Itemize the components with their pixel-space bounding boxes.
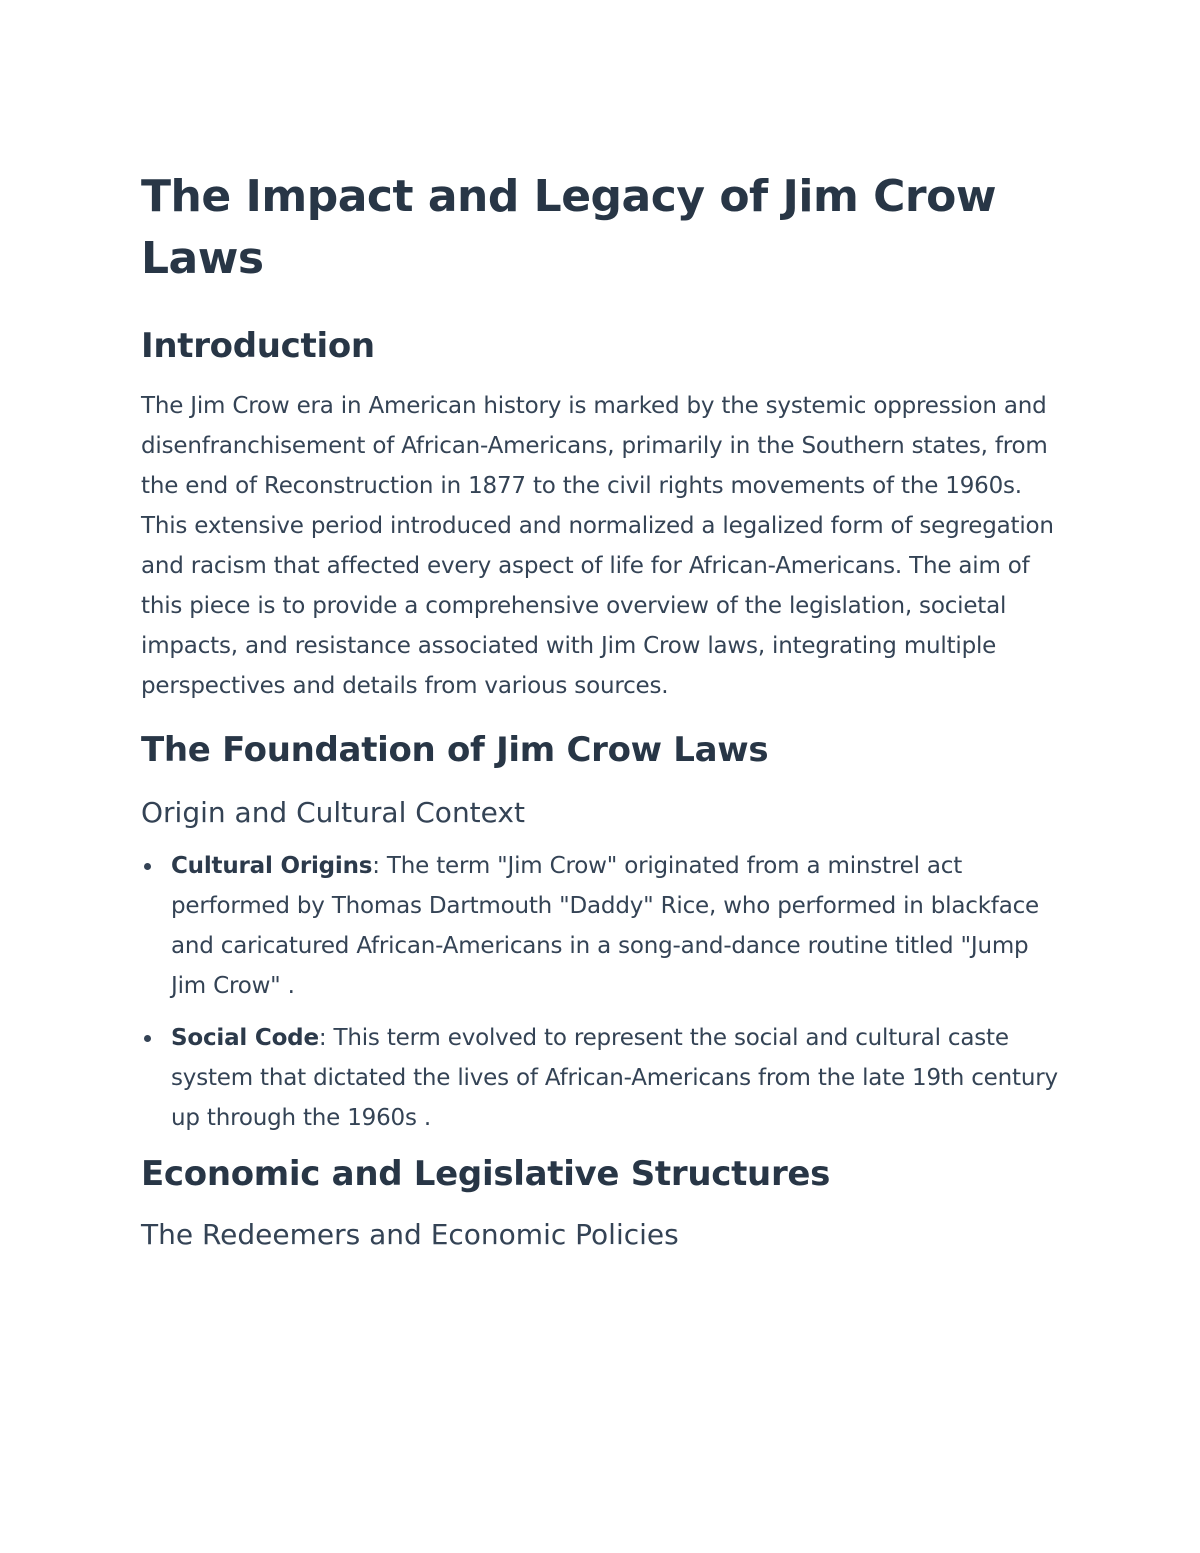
bullet-label: Cultural Origins xyxy=(171,853,373,879)
bullet-dot-icon xyxy=(144,863,151,870)
document-title: The Impact and Legacy of Jim Crow Laws xyxy=(141,171,996,284)
subsection-heading-origin: Origin and Cultural Context xyxy=(141,796,525,829)
list-item xyxy=(141,1018,1061,1138)
document-page xyxy=(141,166,1061,1254)
bullet-dot-icon xyxy=(144,1035,151,1042)
bullet-text: : This term evolved to represent the social and cultural caste system that dictated the lives of African-Americans from the late 19th century up through the 1960s . xyxy=(171,1025,1058,1131)
section-heading-economic: Economic and Legislative Structures xyxy=(141,1154,831,1194)
foundation-bullet-list xyxy=(141,846,1061,1138)
bullet-label: Social Code xyxy=(171,1025,319,1051)
list-item xyxy=(141,846,1061,1006)
bullet-text: : The term "Jim Crow" originated from a minstrel act performed by Thomas Dartmouth "Daddy" Rice, who performed in blackface and caricatured African-Americans in a song-and-dance routine titled "Jump Jim Crow" . xyxy=(171,853,1039,999)
subsection-heading-redeemers: The Redeemers and Economic Policies xyxy=(141,1218,679,1251)
section-heading-introduction: Introduction xyxy=(141,326,375,366)
section-heading-foundation: The Foundation of Jim Crow Laws xyxy=(141,730,769,770)
introduction-paragraph: The Jim Crow era in American history is marked by the systemic oppression and disenfranchisement of African-Americans, primarily in the Southern states, from the end of Reconstruction in 1877 to the civil rights movements of the 1960s. This extensive period introduced and normalized a legalized form of segregation and racism that affected every aspect of life for African-Americans. The aim of this piece is to provide a comprehensive overview of the legislation, societal impacts, and resistance associated with Jim Crow laws, integrating multiple perspectives and details from various sources. xyxy=(141,393,1054,699)
